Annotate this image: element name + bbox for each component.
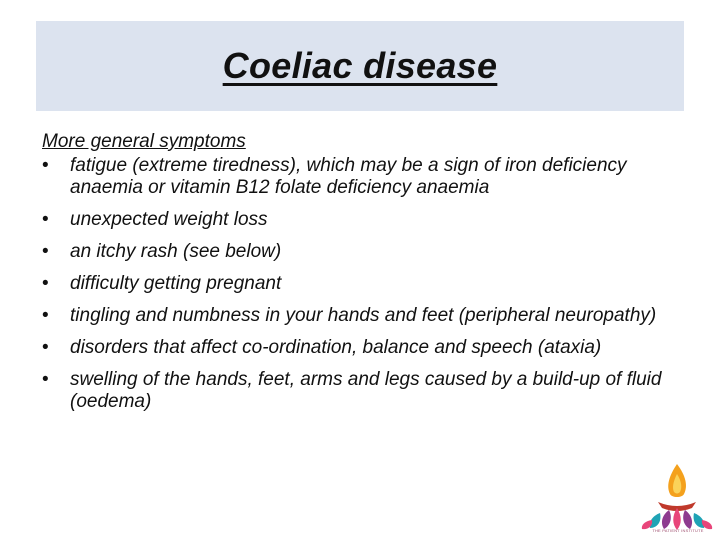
bullet-icon: • bbox=[42, 155, 49, 176]
list-item-text: swelling of the hands, feet, arms and legs caused by a build-up of fluid (oedema) bbox=[70, 369, 662, 412]
list-item bbox=[42, 273, 692, 295]
list-item-text: disorders that affect co-ordination, balance and speech (ataxia) bbox=[70, 337, 602, 358]
list-item bbox=[42, 337, 692, 359]
list-item bbox=[42, 155, 692, 199]
list-item-text: unexpected weight loss bbox=[70, 209, 268, 230]
bullet-icon: • bbox=[42, 305, 49, 326]
subheading: More general symptoms bbox=[42, 131, 246, 152]
title-band bbox=[36, 21, 684, 111]
list-item bbox=[42, 369, 692, 413]
bullet-icon: • bbox=[42, 337, 49, 358]
list-item-text: tingling and numbness in your hands and feet (peripheral neuropathy) bbox=[70, 305, 657, 326]
bullet-icon: • bbox=[42, 241, 49, 262]
list-item bbox=[42, 241, 692, 263]
logo-caption: THE PATIENT INSTITUTE bbox=[652, 528, 704, 533]
slide-title: Coeliac disease bbox=[222, 45, 498, 86]
list-item-text: an itchy rash (see below) bbox=[70, 241, 282, 262]
bullet-icon: • bbox=[42, 273, 49, 294]
list-item bbox=[42, 209, 692, 231]
slide-body bbox=[42, 131, 692, 423]
list-item-text: fatigue (extreme tiredness), which may be a sign of iron deficiency anaemia or vitamin B12 folate deficiency anaemia bbox=[70, 155, 627, 198]
list-item-text: difficulty getting pregnant bbox=[70, 273, 282, 294]
bullet-icon: • bbox=[42, 209, 49, 230]
list-item bbox=[42, 305, 692, 327]
symptom-list bbox=[42, 155, 692, 413]
bullet-icon: • bbox=[42, 369, 49, 390]
